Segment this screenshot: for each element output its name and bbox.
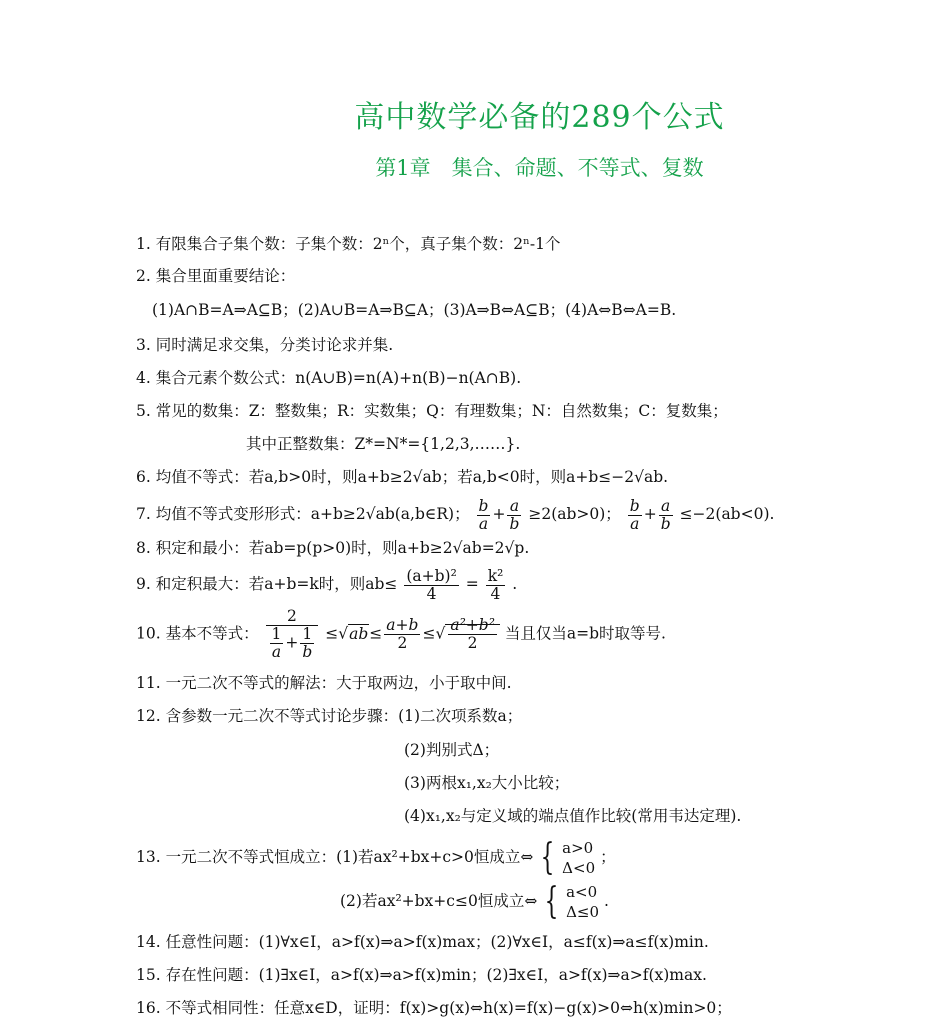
item-2: 2. 集合里面重要结论： bbox=[136, 267, 296, 285]
fraction-numerator: k² bbox=[487, 566, 504, 585]
fraction-a-over-b-2: $\frac{a}{b}$ bbox=[660, 496, 671, 533]
quadratic-mean: $\frac{\text{a²+b²}}{2}$ bbox=[450, 616, 495, 652]
item-3: 3. 同时满足求交集，分类讨论求并集. bbox=[136, 336, 394, 354]
arithmetic-mean: $\frac{a+b}{2}$ bbox=[386, 616, 419, 652]
item-5-detail: 其中正整数集：Z*=N*={1,2,3,……}. bbox=[246, 435, 521, 453]
item-12-step-4: (4)x₁,x₂与定义域的端点值作比较(常用韦达定理). bbox=[404, 807, 742, 825]
item-10-tail: 当且仅当a=b时取等号. bbox=[504, 624, 666, 643]
item-7-mid: ≥2(ab>0)； bbox=[528, 505, 621, 523]
item-9 bbox=[136, 562, 517, 606]
item-14: 14. 任意性问题：(1)∀x∈I，a>f(x)⇒a>f(x)max；(2)∀x∈I，a≤f(x)⇒a≤f(x)min. bbox=[136, 933, 709, 951]
item-7-head: 7. 均值不等式变形形式：a+b≥2√ab(a,b∈R)； bbox=[136, 505, 470, 523]
left-brace: { bbox=[540, 837, 555, 878]
chapter-title: 第1章 集合、命题、不等式、复数 bbox=[375, 156, 704, 180]
fraction-b-over-a: $\frac{b}{a}$ bbox=[478, 496, 489, 533]
equals-sign: = bbox=[465, 575, 479, 593]
item-1: 1. 有限集合子集个数：子集个数：2ⁿ个，真子集个数：2ⁿ-1个 bbox=[136, 235, 561, 253]
item-5: 5. 常见的数集：Z：整数集；R：实数集；Q：有理数集；N：自然数集；C：复数集； bbox=[136, 402, 728, 420]
fraction-numerator: (a+b)² bbox=[406, 566, 457, 585]
item-16: 16. 不等式相同性：任意x∈D，证明：f(x)>g(x)⇔h(x)=f(x)−g(x)>0⇔h(x)min>0； bbox=[136, 999, 732, 1017]
item-13-head: 13. 一元二次不等式恒成立：(1)若ax²+bx+c>0恒成立⇔ bbox=[136, 848, 534, 866]
item-13 bbox=[136, 836, 616, 878]
condition-set-1: a>0 Δ<0 bbox=[562, 839, 596, 877]
item-2-detail: (1)A∩B=A⇒A⊆B；(2)A∪B=A⇒B⊆A；(3)A⇒B⇔A⊆B；(4)A⇔B⇔A=B. bbox=[152, 301, 677, 319]
fraction-denominator: 4 bbox=[490, 584, 501, 603]
fraction-b-over-a-2: $\frac{b}{a}$ bbox=[629, 496, 640, 533]
item-7-tail: ≤−2(ab<0). bbox=[679, 505, 775, 523]
fraction-sum-squared bbox=[404, 568, 458, 603]
item-11: 11. 一元二次不等式的解法：大于取两边，小于取中间. bbox=[136, 674, 512, 692]
item-15: 15. 存在性问题：(1)∃x∈I，a>f(x)⇒a>f(x)min；(2)∃x∈I，a>f(x)⇒a>f(x)max. bbox=[136, 966, 707, 984]
left-brace: { bbox=[544, 881, 559, 922]
item-8: 8. 积定和最小：若ab=p(p>0)时，则a+b≥2√ab=2√p. bbox=[136, 539, 530, 557]
harmonic-mean: 2 $\frac{1}{a}$ + $\frac{1}{b}$ bbox=[266, 608, 319, 661]
page-title: 高中数学必备的289个公式 bbox=[354, 100, 725, 135]
item-7: 7. 均值不等式变形形式：a+b≥2√ab(a,b∈R)； $\frac{b}{a}$ + $\frac{a}{b}$ ≥2(ab>0)； $\frac{b}{a}$ + $\frac{a}{b}$ ≤−2(ab<0). bbox=[136, 496, 775, 533]
item-12: 12. 含参数一元二次不等式讨论步骤：(1)二次项系数a； bbox=[136, 707, 523, 725]
item-13b-head: (2)若ax²+bx+c≤0恒成立⇔ bbox=[340, 892, 538, 910]
item-12-step-2: (2)判别式Δ； bbox=[404, 741, 500, 759]
item-4: 4. 集合元素个数公式：n(A∪B)=n(A)+n(B)−n(A∩B). bbox=[136, 369, 522, 387]
fraction-denominator: 4 bbox=[426, 584, 437, 603]
item-9-head: 9. 和定积最大：若a+b=k时，则ab≤ bbox=[136, 575, 398, 593]
item-9-end: . bbox=[512, 575, 518, 593]
item-13-end-2: . bbox=[603, 892, 609, 910]
item-12-step-3: (3)两根x₁,x₂大小比较； bbox=[404, 774, 570, 792]
fraction-a-over-b: $\frac{a}{b}$ bbox=[509, 496, 520, 533]
item-13-end-1: ； bbox=[600, 848, 616, 866]
item-10: 10. 基本不等式： 2 $\frac{1}{a}$ + $\frac{1}{b}$ ≤√ab≤ $\frac{a+b}{2}$ ≤√ $\frac{\text{a²+b²}}{2}$ 当且仅当a=b时取等号. bbox=[136, 607, 666, 661]
fraction-k-squared bbox=[486, 568, 506, 603]
item-10-head: 10. 基本不等式： bbox=[136, 624, 259, 643]
item-6: 6. 均值不等式：若a,b>0时，则a+b≥2√ab；若a,b<0时，则a+b≤−2√ab. bbox=[136, 468, 669, 486]
item-13-part-2 bbox=[340, 880, 609, 922]
condition-set-2: a<0 Δ≤0 bbox=[566, 883, 600, 921]
